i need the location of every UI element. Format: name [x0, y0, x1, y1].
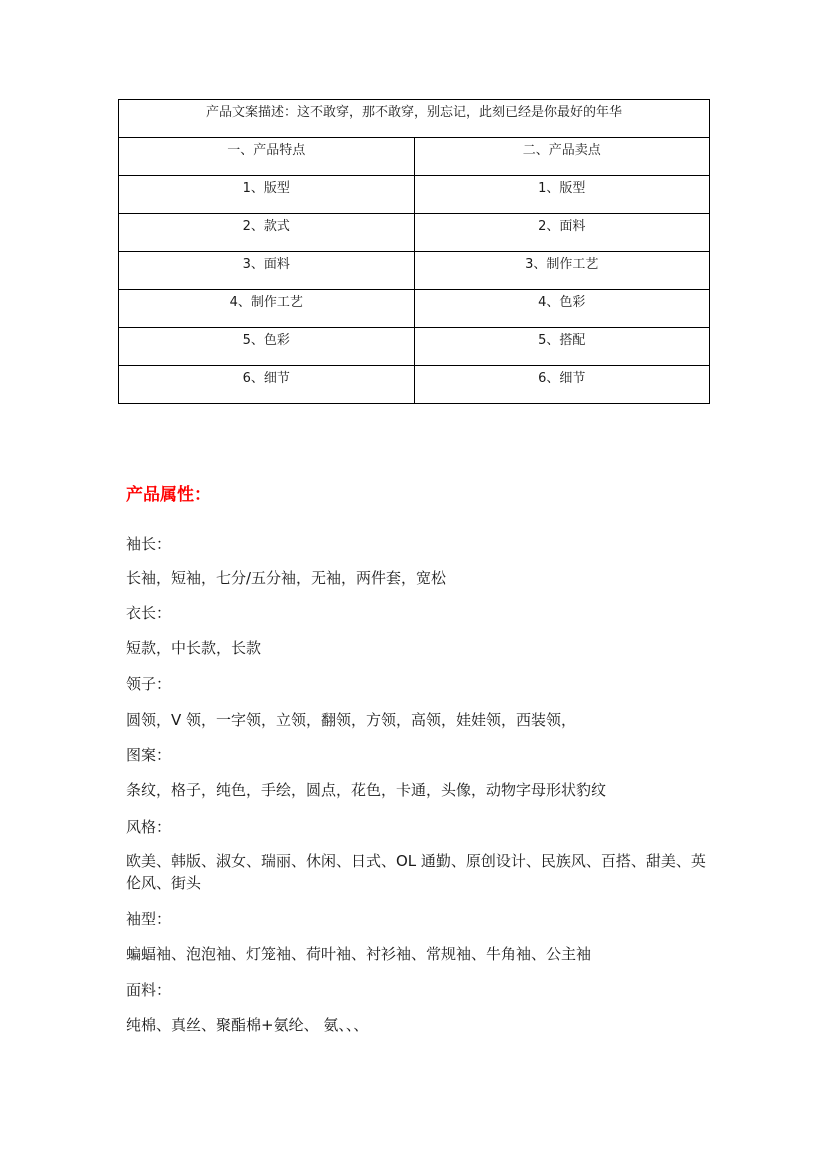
selling-point-cell: 4、色彩: [414, 290, 710, 328]
feature-cell: 6、细节: [119, 366, 415, 404]
selling-point-cell: 5、搭配: [414, 328, 710, 366]
feature-cell: 3、面料: [119, 252, 415, 290]
style-values: 欧美、韩版、淑女、瑞丽、休闲、日式、OL 通勤、原创设计、民族风、百搭、甜美、英伦风、街头: [126, 852, 706, 892]
table-row: [119, 214, 710, 252]
feature-cell: 2、款式: [119, 214, 415, 252]
selling-point-cell: 3、制作工艺: [414, 252, 710, 290]
style-label: 风格：: [126, 818, 172, 836]
table-row: [119, 176, 710, 214]
pattern-values: 条纹，格子，纯色，手绘，圆点，花色，卡通，头像，动物字母形状豹纹: [126, 781, 607, 799]
feature-cell: 1、版型: [119, 176, 415, 214]
feature-cell: 4、制作工艺: [119, 290, 415, 328]
garment-length-label: 衣长：: [126, 604, 172, 622]
table-description-row: [119, 100, 710, 138]
selling-point-cell: 1、版型: [414, 176, 710, 214]
garment-length-values: 短款，中长款，长款: [126, 639, 262, 657]
product-attributes-heading: 产品属性：: [126, 485, 211, 505]
table-row: [119, 252, 710, 290]
fabric-label: 面料：: [126, 981, 172, 999]
pattern-label: 图案：: [126, 746, 172, 764]
collar-values: 圆领，V 领，一字领，立领，翻领，方领，高领，娃娃领，西装领，: [126, 711, 577, 729]
collar-label: 领子：: [126, 675, 172, 693]
table-row: [119, 290, 710, 328]
feature-cell: 5、色彩: [119, 328, 415, 366]
selling-points-header: 二、产品卖点: [414, 138, 710, 176]
sleeve-length-label: 袖长：: [126, 535, 172, 553]
features-header: 一、产品特点: [119, 138, 415, 176]
selling-point-cell: 6、细节: [414, 366, 710, 404]
sleeve-type-values: 蝙蝠袖、泡泡袖、灯笼袖、荷叶袖、衬衫袖、常规袖、牛角袖、公主袖: [126, 945, 592, 963]
sleeve-length-values: 长袖，短袖，七分/五分袖，无袖，两件套，宽松: [126, 569, 447, 587]
table-row: [119, 366, 710, 404]
product-copy-table: [118, 99, 710, 404]
fabric-values: 纯棉、真丝、聚酯棉+氨纶、 氨、、、: [126, 1016, 369, 1034]
sleeve-type-label: 袖型：: [126, 910, 172, 928]
product-description-cell: 产品文案描述：这不敢穿，那不敢穿，别忘记，此刻已经是你最好的年华: [119, 100, 710, 138]
selling-point-cell: 2、面料: [414, 214, 710, 252]
table-header-row: [119, 138, 710, 176]
table-row: [119, 328, 710, 366]
